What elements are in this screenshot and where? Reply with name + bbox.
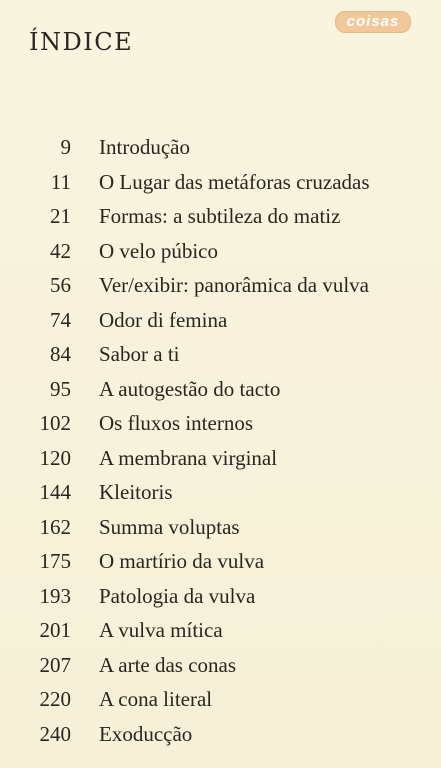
toc-chapter-title: Summa voluptas — [99, 514, 240, 539]
toc-chapter-title: O martírio da vulva — [99, 549, 265, 573]
toc-page-number: 102 — [39, 411, 71, 435]
toc-page-number: 201 — [39, 618, 71, 642]
toc-entry — [0, 475, 441, 510]
toc-page-number: 240 — [39, 721, 71, 746]
toc-entry — [0, 579, 441, 614]
table-of-contents — [0, 130, 441, 751]
toc-chapter-title: A cona literal — [99, 687, 213, 711]
toc-entry — [0, 372, 441, 407]
toc-chapter-title: A membrana virginal — [99, 445, 278, 470]
toc-chapter-title: Patologia da vulva — [99, 583, 256, 608]
toc-page-number: 175 — [39, 549, 71, 573]
toc-page-number: 120 — [39, 445, 71, 470]
toc-page-number: 11 — [50, 169, 71, 194]
toc-chapter-title: Ver/exibir: panorâmica da vulva — [99, 273, 369, 297]
toc-page-number: 193 — [39, 583, 71, 608]
toc-chapter-title: Odor di femina — [99, 307, 228, 332]
toc-chapter-title: Os fluxos internos — [99, 411, 253, 435]
toc-entry — [0, 544, 441, 579]
toc-page-number: 144 — [39, 480, 71, 504]
toc-page-number: 207 — [39, 652, 71, 677]
toc-page-number: 56 — [50, 273, 71, 297]
toc-chapter-title: Kleitoris — [99, 480, 173, 504]
toc-page-number: 220 — [39, 687, 71, 711]
toc-chapter-title: Exoducção — [99, 721, 193, 746]
toc-entry — [0, 406, 441, 441]
toc-entry — [0, 510, 441, 545]
toc-page-number: 9 — [60, 135, 71, 159]
toc-entry — [0, 268, 441, 303]
toc-entry — [0, 613, 441, 648]
page-title: ÍNDICE — [29, 28, 134, 56]
toc-entry — [0, 441, 441, 476]
toc-entry — [0, 199, 441, 234]
toc-chapter-title: A autogestão do tacto — [99, 376, 281, 401]
toc-entry — [0, 303, 441, 338]
toc-chapter-title: O velo púbico — [99, 238, 218, 263]
toc-entry — [0, 717, 441, 752]
toc-page-number: 42 — [50, 238, 71, 263]
toc-entry — [0, 234, 441, 269]
watermark-logo: coisas — [335, 11, 411, 33]
toc-page-number: 95 — [50, 376, 71, 401]
toc-entry — [0, 130, 441, 165]
toc-chapter-title: A arte das conas — [99, 652, 237, 677]
toc-page-number: 84 — [50, 342, 71, 366]
toc-entry — [0, 337, 441, 372]
toc-chapter-title: Introdução — [99, 135, 190, 159]
toc-entry — [0, 682, 441, 717]
toc-chapter-title: Sabor a ti — [99, 342, 180, 366]
toc-chapter-title: A vulva mítica — [99, 618, 223, 642]
toc-entry — [0, 648, 441, 683]
toc-page-number: 162 — [39, 514, 71, 539]
toc-entry — [0, 165, 441, 200]
toc-page-number: 21 — [50, 204, 71, 228]
toc-chapter-title: O Lugar das metáforas cruzadas — [99, 169, 370, 194]
toc-page-number: 74 — [50, 307, 71, 332]
toc-chapter-title: Formas: a subtileza do matiz — [99, 204, 341, 228]
